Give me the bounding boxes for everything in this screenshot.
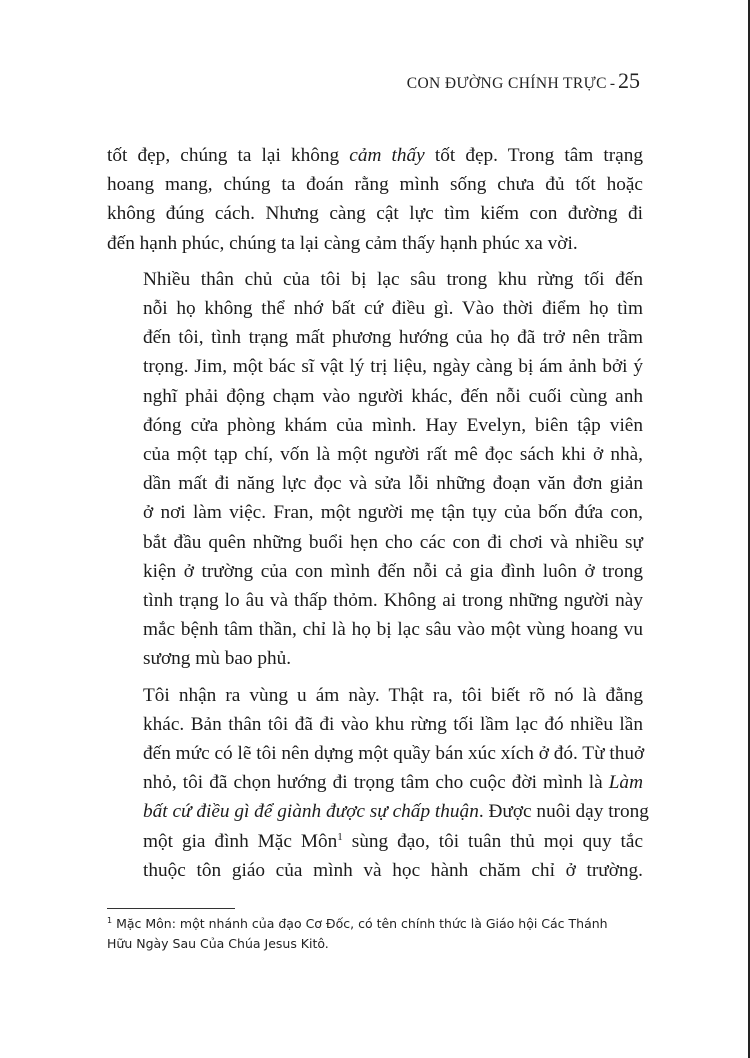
text-line: đến mức có lẽ tôi nên dựng một quầy bán xúc xích ở đó. Từ thuở	[143, 743, 645, 765]
footnote-line: $^1$ Mặc Môn: một nhánh của đạo Cơ Đốc, có tên chính thức là Giáo hội Các Thánh	[107, 916, 608, 931]
text-line: trọng. Jim, một bác sĩ vật lý trị liệu, ngày càng bị ám ảnh bởi ý	[143, 356, 643, 378]
footnote-line: Hữu Ngày Sau Của Chúa Jesus Kitô.	[107, 936, 329, 951]
text-line: của một tạp chí, vốn là một người rất mê đọc sách khi ở nhà,	[143, 444, 643, 466]
footnote	[107, 914, 647, 954]
running-header	[407, 68, 640, 94]
text-line: tình trạng lo âu và thấp thỏm. Không ai trong những người này	[143, 590, 643, 612]
italic-text: cảm thấy	[349, 145, 425, 166]
page-number: 25	[618, 68, 640, 93]
footnote-reference[interactable]: 1	[337, 830, 343, 843]
text-line: đóng cửa phòng khám của mình. Hay Evelyn, biên tập viên	[143, 414, 643, 436]
header-separator: -	[609, 75, 615, 92]
paragraph	[107, 681, 649, 885]
text-line: đến tôi, tình trạng mất phương hướng của họ đã trở nên trầm	[143, 327, 643, 349]
text-line: hoang mang, chúng ta đoán rằng mình sống chưa đủ tốt hoặc	[107, 174, 643, 196]
italic-text: Làm	[608, 772, 643, 794]
text-line: nỗi họ không thể nhớ bất cứ điều gì. Vào thời điểm họ tìm	[143, 298, 643, 320]
text-line: ở nơi làm việc. Fran, một người mẹ tận tụy của bốn đứa con,	[143, 502, 643, 524]
text-line: một gia đình Mặc Môn$^1$ sùng đạo, tôi tuân thủ mọi quy tắc	[143, 830, 644, 852]
text-line: nghĩ phải động chạm vào người khác, đến nỗi cuối cùng anh	[143, 385, 643, 407]
paragraph	[107, 141, 643, 258]
text-line: bắt đầu quên những buổi hẹn cho các con đi chơi và nhiều sự	[143, 531, 643, 553]
footnote-marker: 1	[107, 916, 113, 925]
text-line: Nhiều thân chủ của tôi bị lạc sâu trong khu rừng tối đến	[143, 268, 643, 290]
text-line: dần mất đi năng lực đọc và sửa lỗi những đoạn văn đơn giản	[143, 473, 643, 495]
italic-text: bất cứ điều gì để giành được sự chấp thuận	[143, 801, 479, 823]
text-line: đến hạnh phúc, chúng ta lại càng cảm thấy hạnh phúc xa vời.	[107, 232, 578, 254]
text-line: tốt đẹp, chúng ta lại không cảm thấy tốt đẹp. Trong tâm trạng	[107, 145, 643, 166]
text-line: bất cứ điều gì để giành được sự chấp thuận. Được nuôi dạy trong	[143, 801, 649, 823]
text-line: Tôi nhận ra vùng u ám này. Thật ra, tôi biết rõ nó là đằng	[143, 684, 643, 706]
text-line: không đúng cách. Nhưng càng cật lực tìm kiếm con đường đi	[107, 203, 643, 225]
text-line: mắc bệnh tâm thần, chỉ là họ bị lạc sâu vào một vùng hoang vu	[143, 619, 643, 641]
text-line: kiện ở trường của con mình đến nỗi cả gia đình luôn ở trong	[143, 560, 643, 582]
text-line: khác. Bản thân tôi đã đi vào khu rừng tối lầm lạc đó nhiều lần	[143, 713, 643, 735]
text-line: nhỏ, tôi đã chọn hướng đi trọng tâm cho cuộc đời mình là Làm	[143, 772, 643, 794]
text-line: thuộc tôn giáo của mình và học hành chăm chỉ ở trường.	[143, 859, 643, 881]
running-title: CON ĐƯỜNG CHÍNH TRỰC	[406, 75, 607, 92]
body-text	[107, 141, 649, 892]
paragraph	[107, 265, 643, 674]
footnote-divider	[107, 908, 235, 909]
text-line: sương mù bao phủ.	[143, 648, 292, 670]
